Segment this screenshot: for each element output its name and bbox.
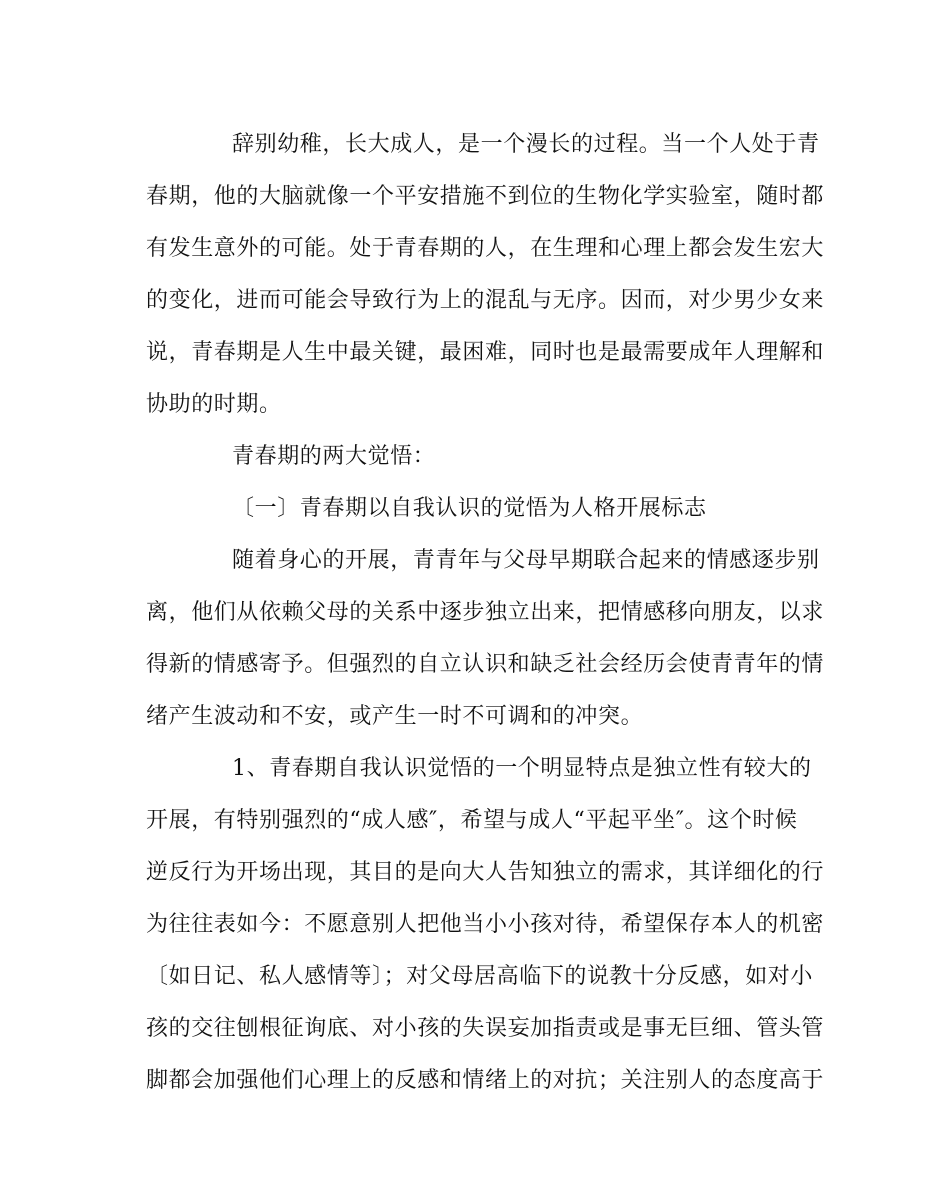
- paragraph-2-line-3: 得新的情感寄予。但强烈的自立认识和缺乏社会经历会使青青年的情: [146, 652, 825, 677]
- paragraph-3-line-4: 为往往表如今：不愿意别人把他当小小孩对待，希望保存本人的机密: [146, 912, 825, 937]
- paragraph-3-line-7: 脚都会加强他们心理上的反感和情绪上的对抗；关注别人的态度高于: [146, 1068, 825, 1093]
- paragraph-1-line-5: 说，青春期是人生中最关键，最困难，同时也是最需要成年人理解和: [146, 340, 825, 365]
- paragraph-1-line-1: 辞别幼稚，长大成人，是一个漫长的过程。当一个人处于青: [232, 132, 820, 157]
- paragraph-3-line-3: 逆反行为开场出现，其目的是向大人告知独立的需求，其详细化的行: [146, 860, 825, 885]
- paragraph-3-line-2: 开展，有特别强烈的“成人感″，希望与成人“平起平坐″。这个时候: [146, 808, 798, 833]
- paragraph-1-line-6: 协助的时期。: [146, 392, 282, 417]
- paragraph-3-line-6: 孩的交往刨根征询底、对小孩的失误妄加指责或是事无巨细、管头管: [146, 1016, 825, 1041]
- paragraph-1-line-3: 有发生意外的可能。处于青春期的人，在生理和心理上都会发生宏大: [146, 236, 825, 261]
- section-heading: 青春期的两大觉悟：: [232, 444, 436, 469]
- paragraph-2-line-1: 随着身心的开展，青青年与父母早期联合起来的情感逐步别: [232, 548, 820, 573]
- paragraph-2-line-4: 绪产生波动和不安，或产生一时不可调和的冲突。: [146, 704, 644, 729]
- paragraph-2-line-2: 离，他们从依赖父母的关系中逐步独立出来，把情感移向朋友，以求: [146, 600, 825, 625]
- paragraph-3-line-5: 〔如日记、私人感情等〕；对父母居高临下的说教十分反感，如对小: [146, 964, 814, 989]
- subsection-heading: 〔一〕青春期以自我认识的觉悟为人格开展标志: [232, 496, 707, 521]
- paragraph-1-line-2: 春期，他的大脑就像一个平安措施不到位的生物化学实验室，随时都: [146, 184, 825, 209]
- paragraph-3-line-1: 1、青春期自我认识觉悟的一个明显特点是独立性有较大的: [232, 756, 812, 781]
- paragraph-1-line-4: 的变化，进而可能会导致行为上的混乱与无序。因而，对少男少女来: [146, 288, 825, 313]
